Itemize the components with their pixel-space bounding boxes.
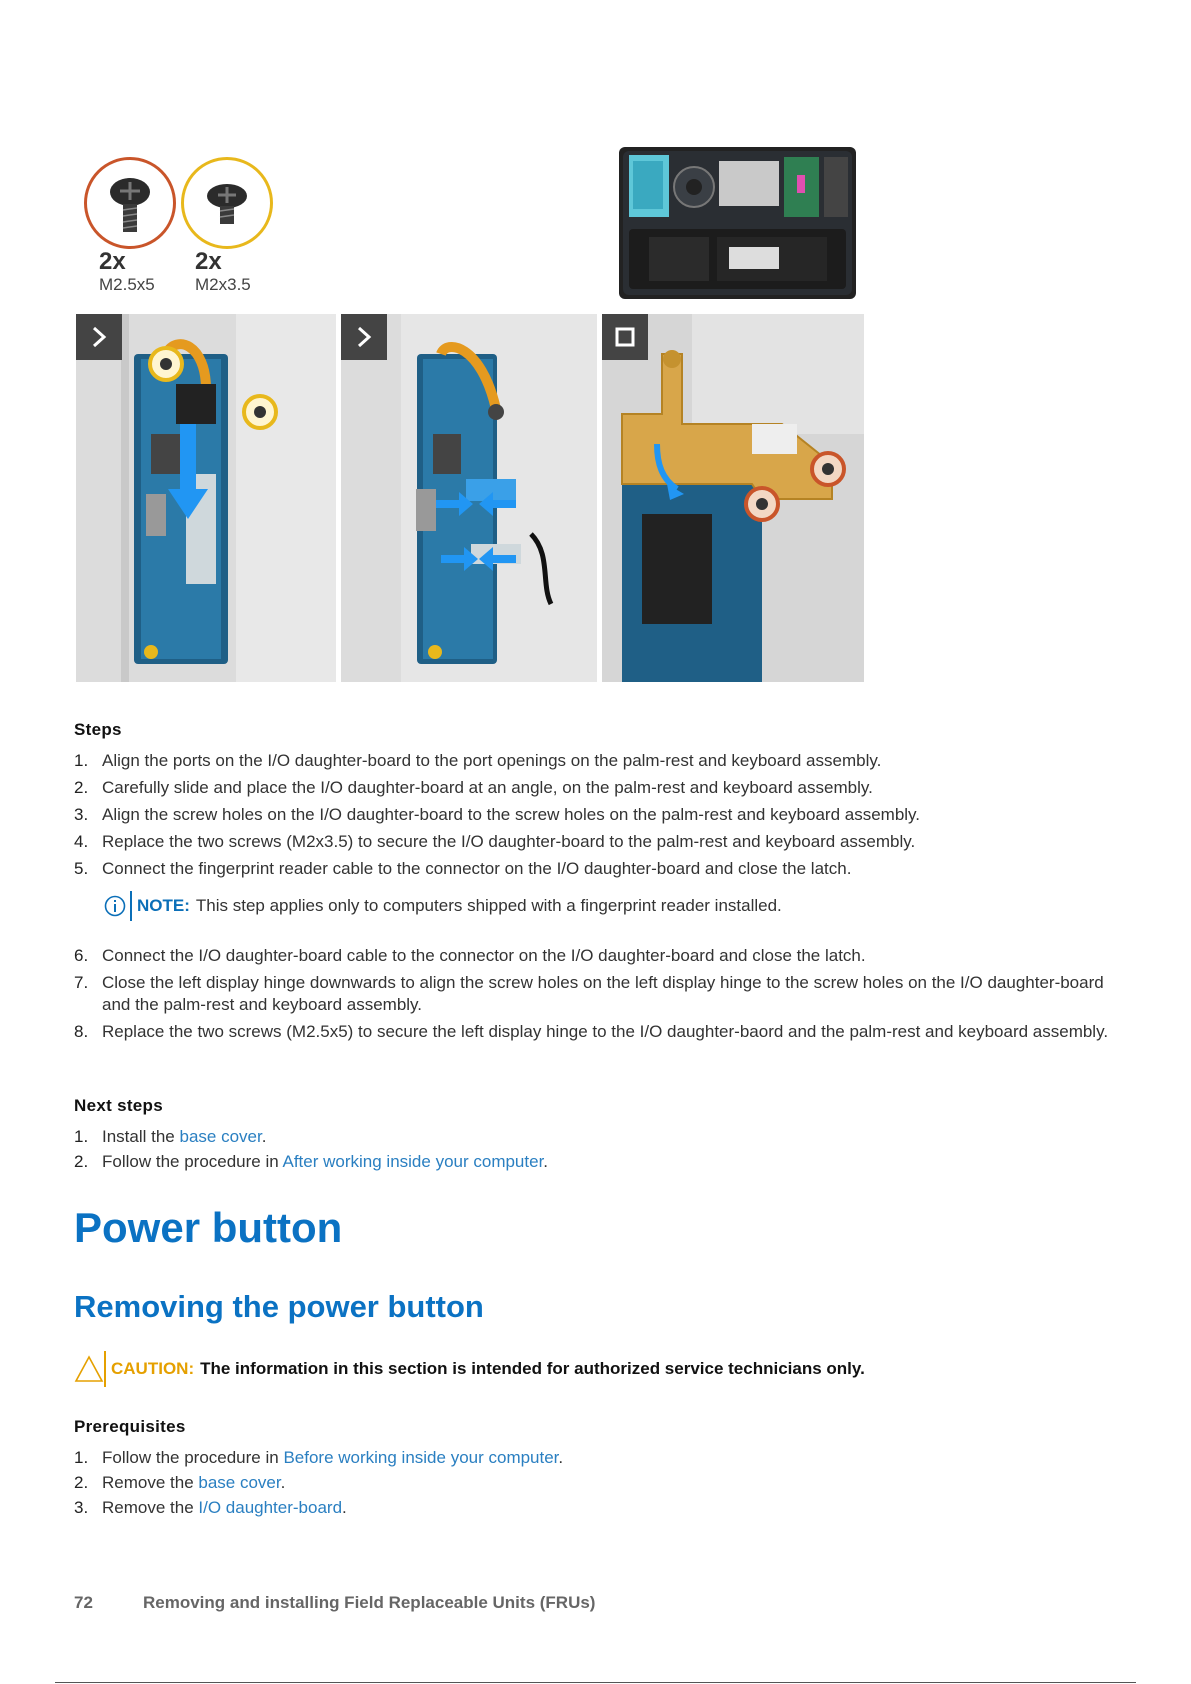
base-cover-link[interactable]: base cover: [198, 1473, 281, 1492]
screw-m2x3-5-icon: [181, 157, 273, 249]
list-item: 8. Replace the two screws (M2.5x5) to secure the left display hinge to the I/O daughter-baord and the palm-rest and keyboard assembly.: [74, 1022, 1109, 1041]
note-callout: [104, 891, 782, 921]
base-cover-link[interactable]: base cover: [179, 1127, 262, 1146]
prerequisites-heading: Prerequisites: [74, 1417, 186, 1436]
screw-m2-5x5-icon: [84, 157, 176, 249]
steps-list: [74, 750, 920, 880]
list-item: 3. Remove the I/O daughter-board.: [74, 1498, 347, 1517]
step-3-image: [602, 314, 864, 682]
caution-text: The information in this section is intended for authorized service technicians only.: [200, 1359, 865, 1378]
footer-rule: [55, 1682, 1136, 1683]
next-steps-heading: Next steps: [74, 1096, 163, 1115]
note-label: NOTE:: [137, 896, 190, 915]
note-divider: [130, 891, 132, 921]
caution-label: CAUTION:: [111, 1359, 195, 1378]
info-icon: [104, 895, 126, 917]
steps-heading: Steps: [74, 720, 122, 739]
list-item: 7. Close the left display hinge downwards to align the screw holes on the left display hinge to the screw holes on the I/O daughter-board and the palm-rest and keyboard assembly.: [74, 973, 1104, 1014]
laptop-overview-image: [619, 147, 856, 299]
after-working-link[interactable]: After working inside your computer: [282, 1152, 544, 1171]
next-step-icon: [341, 314, 387, 360]
list-item: 1. Align the ports on the I/O daughter-board to the port openings on the palm-rest and keyboard assembly.: [74, 751, 882, 770]
screw-size: M2.5x5: [99, 275, 155, 294]
screw-qty: 2x: [99, 248, 126, 275]
note-text: This step applies only to computers shipped with a fingerprint reader installed.: [195, 896, 782, 915]
section-title: Power button: [74, 1204, 343, 1251]
list-item: 3. Align the screw holes on the I/O daughter-board to the screw holes on the palm-rest and keyboard assembly.: [74, 805, 921, 824]
prerequisites-list: [74, 1447, 563, 1519]
screw-size: M2x3.5: [195, 275, 251, 294]
list-item: 1. Follow the procedure in Before working inside your computer.: [74, 1448, 564, 1467]
next-step-icon: [76, 314, 122, 360]
list-item: 2. Remove the base cover.: [74, 1473, 286, 1492]
next-steps-list: [74, 1126, 548, 1173]
caution-divider: [104, 1351, 106, 1387]
list-item: 4. Replace the two screws (M2x3.5) to secure the I/O daughter-board to the palm-rest and keyboard assembly.: [74, 832, 916, 851]
step-1-image: [76, 314, 336, 682]
list-item: 5. Connect the fingerprint reader cable to the connector on the I/O daughter-board and close the latch.: [74, 859, 852, 878]
list-item: 6. Connect the I/O daughter-board cable to the connector on the I/O daughter-board and close the latch.: [74, 946, 866, 965]
screw-qty: 2x: [195, 248, 222, 275]
subsection-title: Removing the power button: [74, 1289, 484, 1324]
io-daughter-board-link[interactable]: I/O daughter-board: [198, 1498, 343, 1517]
list-item: 2. Carefully slide and place the I/O daughter-board at an angle, on the palm-rest and keyboard assembly.: [74, 778, 873, 797]
final-step-icon: [602, 314, 648, 360]
steps-list-continued: [74, 945, 1134, 1043]
list-item: 2. Follow the procedure in After working inside your computer.: [74, 1152, 549, 1171]
list-item: 1. Install the base cover.: [74, 1127, 267, 1146]
caution-callout: [74, 1351, 865, 1387]
page-number: 72: [74, 1593, 93, 1612]
chapter-title: Removing and installing Field Replaceable Units (FRUs): [143, 1593, 596, 1612]
step-2-image: [341, 314, 597, 682]
warning-icon: [74, 1354, 104, 1384]
before-working-link[interactable]: Before working inside your computer: [283, 1448, 559, 1467]
